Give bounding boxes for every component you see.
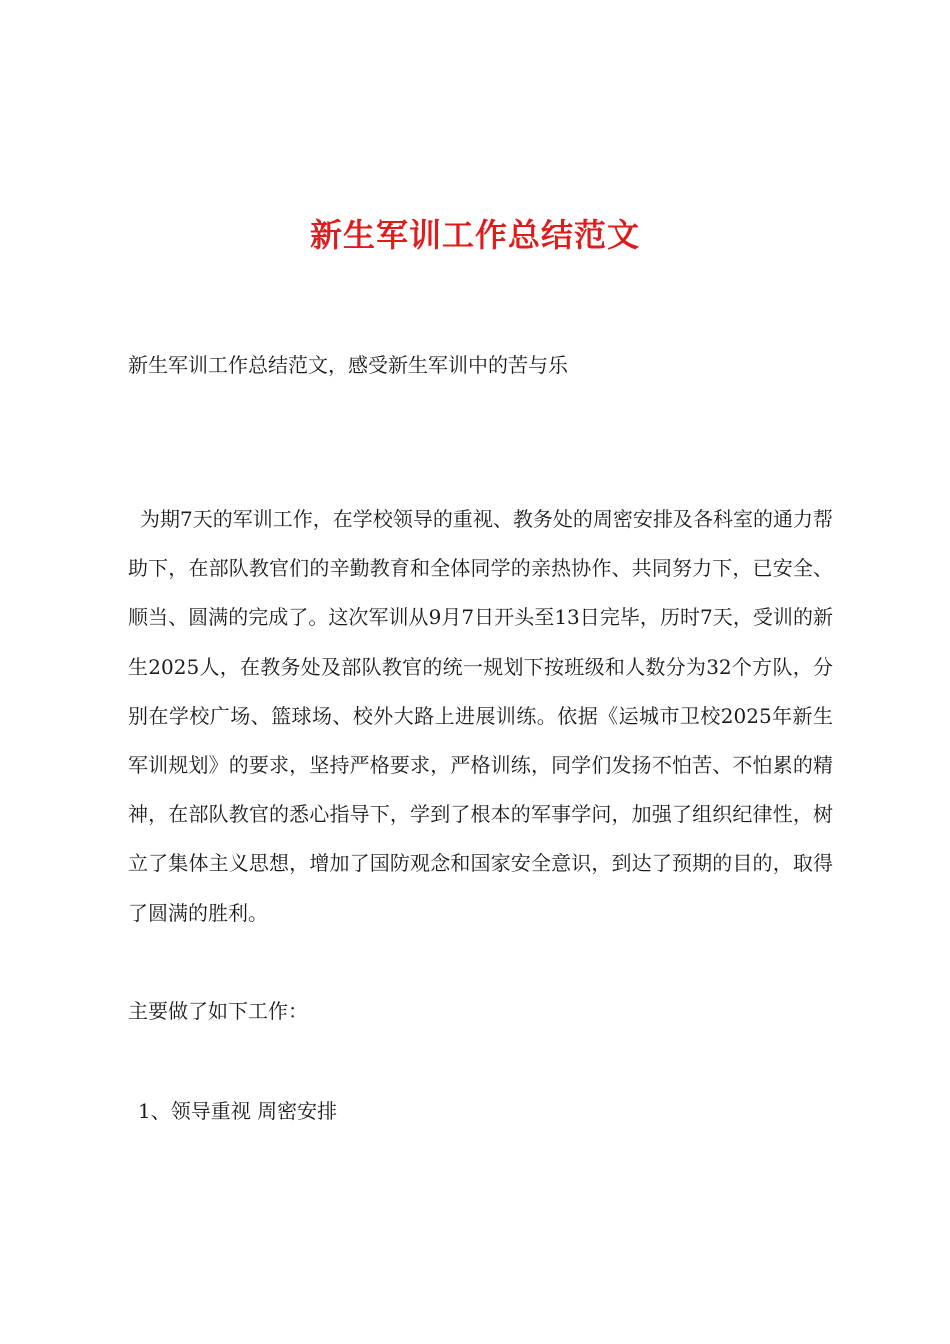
document-subtitle: 新生军训工作总结范文，感受新生军训中的苦与乐 [128,353,568,377]
document-title: 新生军训工作总结范文 [309,216,640,254]
section-lead: 主要做了如下工作： [128,999,308,1023]
list-item: 1、领导重视 周密安排 [138,1099,338,1123]
body-paragraph: 为期7天的军训工作，在学校领导的重视、教务处的周密安排及各科室的通力帮助下，在部队教官们的辛勤教育和全体同学的亲热协作、共同努力下，已安全、顺当、圆满的完成了。这次军训从9月7日开头至13日完毕，历时7天，受训的新生2025人，在教务处及部队教官的统一规划下按班级和人数分为32个方队，分别在学校广场、篮球场、校外大路上进展训练。依据《运城市卫校2025年新生军训规划》的要求，坚持严格要求，严格训练，同学们发扬不怕苦、不怕累的精神，在部队教官的悉心指导下，学到了根本的军事学问，加强了组织纪律性，树立了集体主义思想，增加了国防观念和国家安全意识，到达了预期的目的，取得了圆满的胜利。 [128,507,833,925]
